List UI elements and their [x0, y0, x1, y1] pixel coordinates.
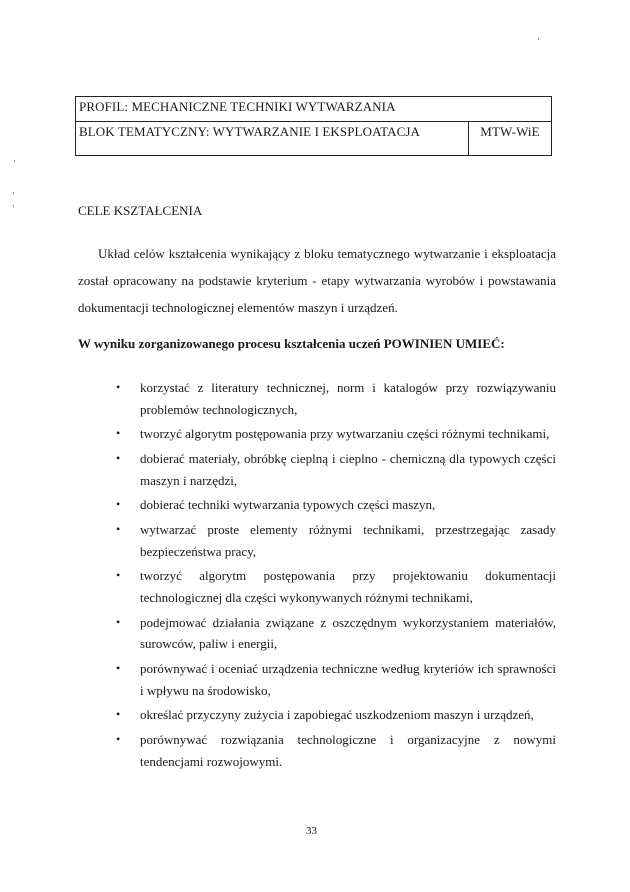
page-number: 33 — [306, 825, 317, 837]
list-item-text: dobierać techniki wytwarzania typowych części maszyn, — [140, 497, 436, 513]
list-item-text: porównywać i oceniać urządzenia techniczne według kryteriów ich sprawności i wpływu na środowisko, — [140, 661, 556, 698]
list-item — [0, 704, 556, 726]
bullet-icon: • — [116, 426, 121, 441]
profile-cell: PROFIL: MECHANICZNE TECHNIKI WYTWARZANIA — [76, 97, 552, 122]
list-item-text: podejmować działania związane z oszczędnym wykorzystaniem materiałów, surowców, paliw i energii, — [140, 614, 556, 652]
list-item — [0, 729, 556, 772]
list-item — [0, 448, 556, 491]
list-item — [0, 494, 556, 516]
list-item — [0, 519, 556, 562]
section-title: CELE KSZTAŁCENIA — [78, 203, 203, 218]
outcomes-heading: W wyniku zorganizowanego procesu kształcenia uczeń POWINIEN UMIEĆ: — [78, 336, 505, 351]
code-cell: MTW-WiE — [469, 122, 552, 156]
scan-speck — [13, 192, 14, 194]
list-item-text: wytwarzać proste elementy różnymi technikami, przestrzegając zasady bezpieczeństwa pracy, — [140, 522, 556, 559]
list-item — [0, 658, 556, 701]
scan-speck — [13, 205, 14, 207]
list-item-text: określać przyczyny zużycia i zapobiegać uszkodzeniom maszyn i urządzeń, — [140, 707, 534, 723]
list-item — [0, 377, 556, 420]
bullet-icon: • — [116, 380, 121, 394]
list-item — [0, 565, 556, 608]
scan-speck — [538, 38, 539, 40]
outcomes-list — [0, 377, 556, 775]
list-item-text: tworzyć algorytm postępowania przy wytwarzaniu części różnymi technikami, — [140, 426, 550, 442]
bullet-icon: • — [116, 568, 121, 583]
bullet-icon: • — [116, 497, 121, 512]
intro-paragraph: Układ celów kształcenia wynikający z bloku tematycznego wytwarzanie i eksploatacja został opracowany na podstawie kryterium - etapy wytwarzania wyrobów i powstawania dokumentacji technologicznej elementów maszyn i urządzeń. — [78, 246, 556, 315]
list-item — [0, 423, 556, 445]
list-item — [0, 612, 556, 655]
list-item-text: korzystać z literatury technicznej, norm i katalogów przy rozwiązywaniu problemów technologicznych, — [140, 380, 556, 417]
bullet-icon: • — [116, 522, 121, 537]
list-item-text: porównywać rozwiązania technologiczne i organizacyjne z nowymi tendencjami rozwojowymi. — [140, 732, 556, 769]
list-item-text: dobierać materiały, obróbkę cieplną i cieplno - chemiczną dla typowych części maszyn i narzędzi, — [140, 451, 556, 488]
bullet-icon: • — [116, 707, 121, 722]
bullet-icon: • — [116, 614, 121, 629]
bullet-icon: • — [116, 661, 121, 676]
scan-speck — [14, 160, 15, 162]
bullet-icon: • — [116, 451, 121, 466]
bullet-icon: • — [116, 732, 121, 747]
block-cell: BLOK TEMATYCZNY: WYTWARZANIE I EKSPLOATACJA — [76, 122, 469, 156]
list-item-text: tworzyć algorytm postępowania przy projektowaniu dokumentacji technologicznej dla części wykonywanych różnymi technikami, — [140, 568, 556, 605]
header-table — [75, 96, 552, 156]
